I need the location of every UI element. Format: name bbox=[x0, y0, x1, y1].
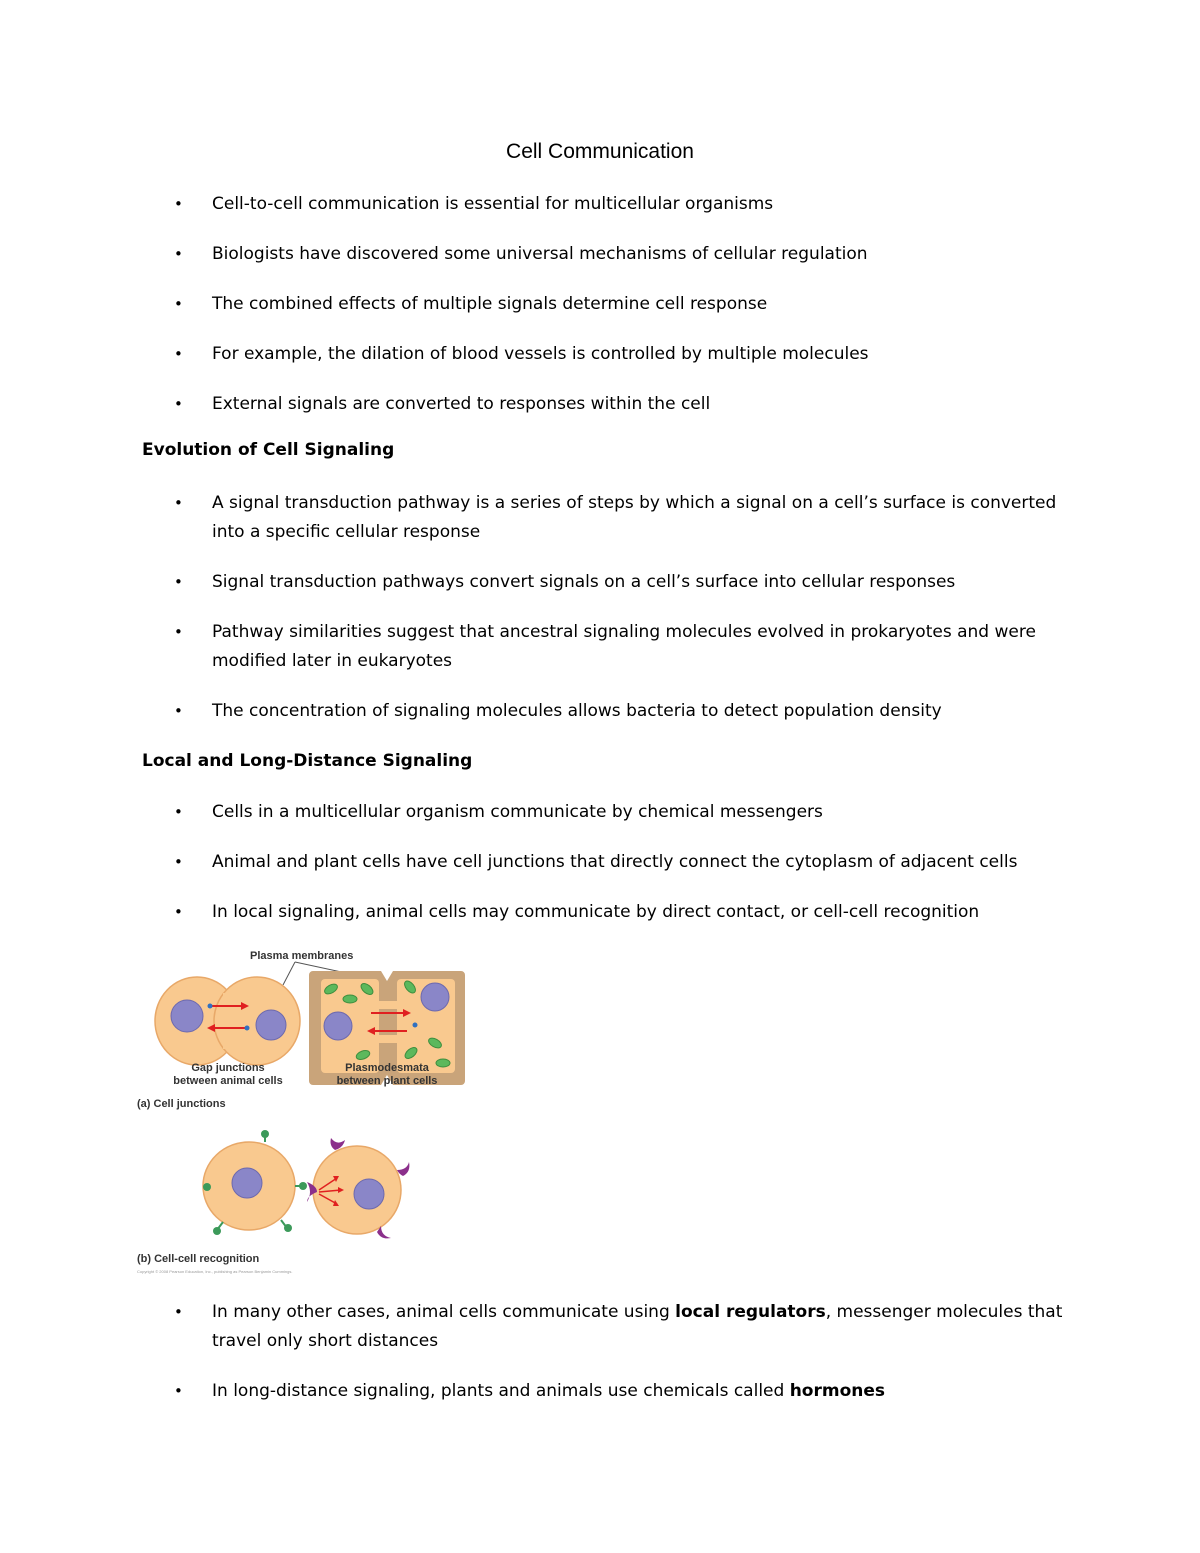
list-item: • Signal transduction pathways convert signals on a cell’s surface into cellular responses bbox=[0, 568, 1072, 597]
bullet-icon: • bbox=[174, 295, 183, 313]
pointer-line bbox=[283, 962, 295, 985]
evolution-bullet-list bbox=[0, 489, 1072, 726]
bullet-icon: • bbox=[174, 245, 183, 263]
section-heading-local: Local and Long-Distance Signaling bbox=[142, 751, 473, 771]
nucleus bbox=[354, 1179, 384, 1209]
page-title: Cell Communication bbox=[506, 140, 694, 163]
gap-junctions-sublabel: between animal cells bbox=[173, 1075, 283, 1087]
plasmodesmata-sublabel: between plant cells bbox=[336, 1075, 438, 1087]
plasmodesmata-label: Plasmodesmata bbox=[345, 1062, 429, 1074]
list-item: • In many other cases, animal cells communicate using local regulators, messenger molecules that travel only short distances bbox=[0, 1298, 1072, 1356]
bullet-icon: • bbox=[174, 195, 183, 213]
local-bullet-list bbox=[0, 798, 1072, 927]
list-item: • Animal and plant cells have cell junctions that directly connect the cytoplasm of adjacent cells bbox=[0, 848, 1072, 877]
nucleus bbox=[421, 983, 449, 1011]
ligand-icon bbox=[299, 1182, 307, 1190]
list-item: • Cell-to-cell communication is essential for multicellular organisms bbox=[0, 190, 1072, 219]
chloroplast bbox=[436, 1059, 450, 1067]
copyright-text: Copyright © 2008 Pearson Education, Inc., publishing as Pearson Benjamin Cummings. bbox=[137, 1269, 293, 1274]
ligand-icon bbox=[284, 1224, 292, 1232]
section-heading-evolution: Evolution of Cell Signaling bbox=[142, 440, 395, 460]
bullet-icon: • bbox=[174, 1303, 183, 1321]
bullet-icon: • bbox=[174, 1382, 183, 1400]
bullet-icon: • bbox=[174, 395, 183, 413]
list-item: • Pathway similarities suggest that ancestral signaling molecules evolved in prokaryotes and were modified later in eukaryotes bbox=[0, 618, 1072, 676]
ligand-icon bbox=[213, 1227, 221, 1235]
list-item: • A signal transduction pathway is a series of steps by which a signal on a cell’s surface is converted into a specific cellular response bbox=[0, 489, 1072, 547]
bullet-icon: • bbox=[174, 345, 183, 363]
nucleus bbox=[256, 1010, 286, 1040]
list-item: • External signals are converted to responses within the cell bbox=[0, 390, 1072, 419]
ligand-icon bbox=[261, 1130, 269, 1138]
list-item: • For example, the dilation of blood vessels is controlled by multiple molecules bbox=[0, 340, 1072, 369]
animal-cells bbox=[155, 977, 300, 1065]
bullet-icon: • bbox=[174, 573, 183, 591]
nucleus bbox=[232, 1168, 262, 1198]
cell-recognition-figure bbox=[135, 1130, 435, 1280]
list-item: • In long-distance signaling, plants and animals use chemicals called hormones bbox=[0, 1377, 1072, 1406]
nucleus bbox=[171, 1000, 203, 1032]
chloroplast bbox=[343, 995, 357, 1003]
cell-junctions-figure bbox=[135, 945, 475, 1115]
nucleus bbox=[324, 1012, 352, 1040]
regulators-bullet-list bbox=[0, 1298, 1072, 1406]
term-hormones: hormones bbox=[789, 1381, 886, 1401]
list-item: • The combined effects of multiple signals determine cell response bbox=[0, 290, 1072, 319]
cell-left bbox=[203, 1130, 307, 1235]
receptor-icon bbox=[397, 1162, 409, 1176]
figure-b-caption: (b) Cell-cell recognition bbox=[137, 1253, 260, 1265]
term-local-regulators: local regulators bbox=[675, 1302, 826, 1322]
plasma-membranes-label: Plasma membranes bbox=[250, 950, 354, 962]
bullet-icon: • bbox=[174, 853, 183, 871]
intro-bullet-list bbox=[0, 190, 1072, 419]
bullet-icon: • bbox=[174, 702, 183, 720]
bullet-icon: • bbox=[174, 903, 183, 921]
bullet-icon: • bbox=[174, 494, 183, 512]
cell-right bbox=[307, 1138, 409, 1238]
list-item: • Biologists have discovered some universal mechanisms of cellular regulation bbox=[0, 240, 1072, 269]
list-item: • In local signaling, animal cells may communicate by direct contact, or cell-cell recognition bbox=[0, 898, 1072, 927]
bullet-icon: • bbox=[174, 803, 183, 821]
list-item: • The concentration of signaling molecules allows bacteria to detect population density bbox=[0, 697, 1072, 726]
gap-junctions-label: Gap junctions bbox=[191, 1062, 265, 1074]
figure-a-caption: (a) Cell junctions bbox=[137, 1098, 226, 1110]
ligand-icon bbox=[203, 1183, 211, 1191]
bullet-icon: • bbox=[174, 623, 183, 641]
list-item: • Cells in a multicellular organism communicate by chemical messengers bbox=[0, 798, 1072, 827]
